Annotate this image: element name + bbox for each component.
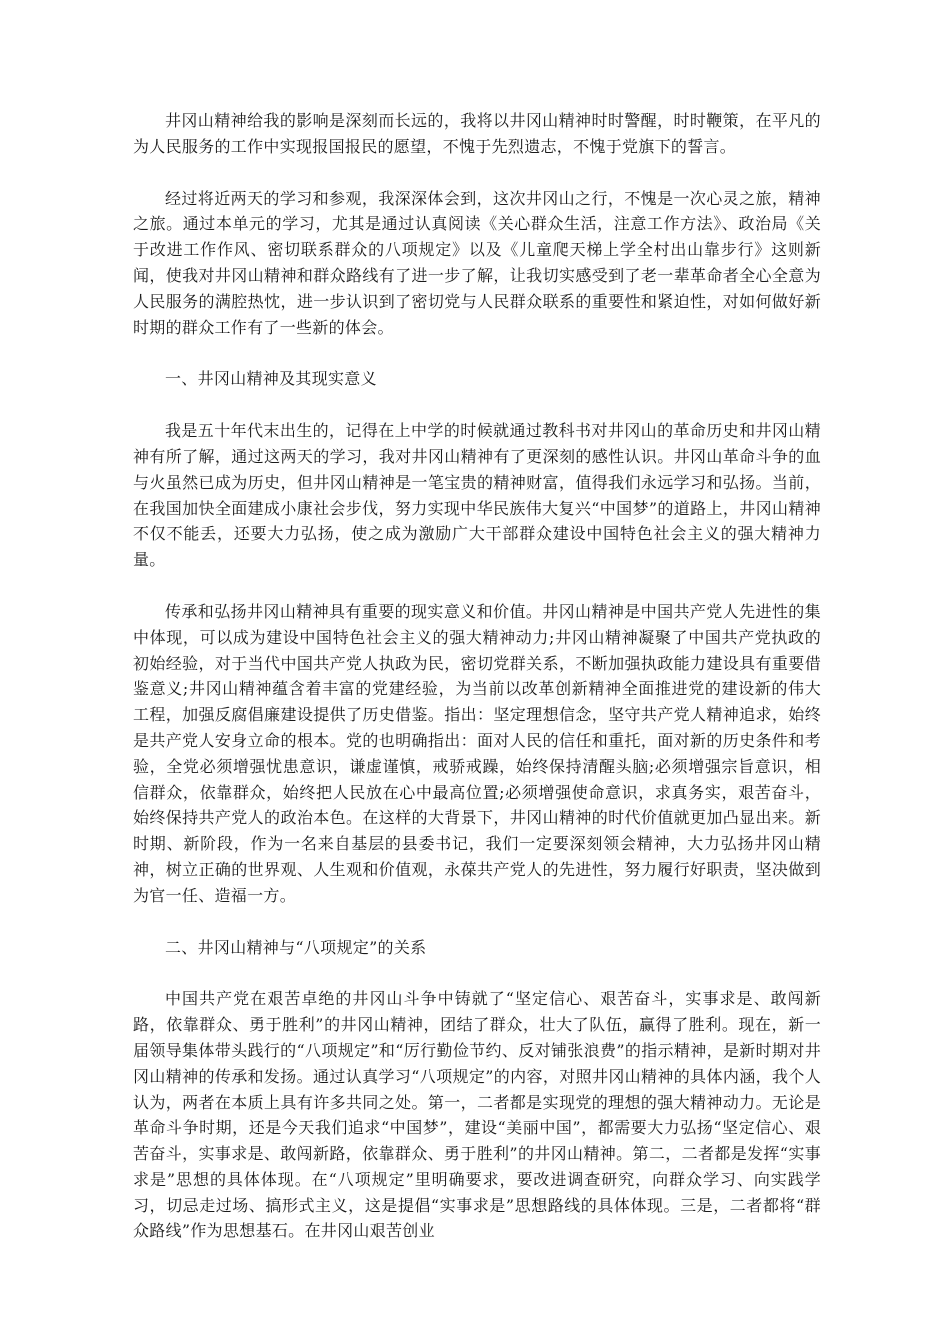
paragraph-gap	[133, 392, 821, 418]
document-page	[133, 108, 821, 1244]
paragraph-2: 经过将近两天的学习和参观，我深深体会到，这次井冈山之行，不愧是一次心灵之旅，精神之旅。通过本单元的学习，尤其是通过认真阅读《关心群众生活，注意工作方法》、政治局《关于改进工作作风、密切联系群众的八项规定》以及《儿童爬天梯上学全村出山靠步行》这则新闻，使我对井冈山精神和群众路线有了进一步了解，让我切实感受到了老一辈革命者全心全意为人民服务的满腔热忱，进一步认识到了密切党与人民群众联系的重要性和紧迫性，对如何做好新时期的群众工作有了一些新的体会。	[133, 188, 821, 337]
paragraph-gap	[133, 909, 821, 935]
paragraph-gap	[133, 340, 821, 366]
paragraph-gap	[133, 573, 821, 599]
paragraph-1: 井冈山精神给我的影响是深刻而长远的，我将以井冈山精神时时警醒，时时鞭策，在平凡的为人民服务的工作中实现报国报民的愿望，不愧于先烈遗志，不愧于党旗下的誓言。	[133, 111, 821, 156]
paragraph-5: 中国共产党在艰苦卓绝的井冈山斗争中铸就了“坚定信心、艰苦奋斗，实事求是、敢闯新路，依靠群众、勇于胜利”的井冈山精神，团结了群众，壮大了队伍，赢得了胜利。现在，新一届领导集体带头践行的“八项规定”和“厉行勤俭节约、反对铺张浪费”的指示精神，是新时期对井冈山精神的传承和发扬。通过认真学习“八项规定”的内容，对照井冈山精神的具体内涵，我个人认为，两者在本质上具有许多共同之处。第一，二者都是实现党的理想的强大精神动力。无论是革命斗争时期，还是今天我们追求“中国梦”，建设“美丽中国”，都需要大力弘扬“坚定信心、艰苦奋斗，实事求是、敢闯新路，依靠群众、勇于胜利”的井冈山精神。第二，二者都是发挥“实事求是”思想的具体体现。在“八项规定”里明确要求，要改进调查研究，向群众学习、向实践学习，切忌走过场、搞形式主义，这是提倡“实事求是”思想路线的具体体现。三是，二者都将“群众路线”作为思想基石。在井冈山艰苦创业	[133, 989, 821, 1241]
section-heading-1: 一、井冈山精神及其现实意义	[165, 369, 377, 389]
paragraph-4: 传承和弘扬井冈山精神具有重要的现实意义和价值。井冈山精神是中国共产党人先进性的集中体现，可以成为建设中国特色社会主义的强大精神动力;井冈山精神凝聚了中国共产党执政的初始经验，对于当代中国共产党人执政为民，密切党群关系，不断加强执政能力建设具有重要借鉴意义;井冈山精神蕴含着丰富的党建经验，为当前以改革创新精神全面推进党的建设新的伟大工程，加强反腐倡廉建设提供了历史借鉴。指出：坚定理想信念，坚守共产党人精神追求，始终是共产党人安身立命的根本。党的也明确指出：面对人民的信任和重托，面对新的历史条件和考验，全党必须增强忧患意识，谦虚谨慎，戒骄戒躁，始终保持清醒头脑;必须增强宗旨意识，相信群众，依靠群众，始终把人民放在心中最高位置;必须增强使命意识，求真务实，艰苦奋斗，始终保持共产党人的政治本色。在这样的大背景下，井冈山精神的时代价值就更加凸显出来。新时期、新阶段，作为一名来自基层的县委书记，我们一定要深刻领会精神，大力弘扬井冈山精神，树立正确的世界观、人生观和价值观，永葆共产党人的先进性，努力履行好职责，坚决做到为官一任、造福一方。	[133, 601, 821, 905]
paragraph-gap	[133, 160, 821, 186]
section-heading-2: 二、井冈山精神与“八项规定”的关系	[165, 937, 427, 957]
paragraph-3: 我是五十年代末出生的，记得在上中学的时候就通过教科书对井冈山的革命历史和井冈山精神有所了解，通过这两天的学习，我对井冈山精神有了更深刻的感性认识。井冈山革命斗争的血与火虽然已成为历史，但井冈山精神是一笔宝贵的精神财富，值得我们永远学习和弘扬。当前，在我国加快全面建成小康社会步伐，努力实现中华民族伟大复兴“中国梦”的道路上，井冈山精神不仅不能丢，还要大力弘扬，使之成为激励广大干部群众建设中国特色社会主义的强大精神力量。	[133, 421, 821, 570]
paragraph-gap	[133, 960, 821, 986]
